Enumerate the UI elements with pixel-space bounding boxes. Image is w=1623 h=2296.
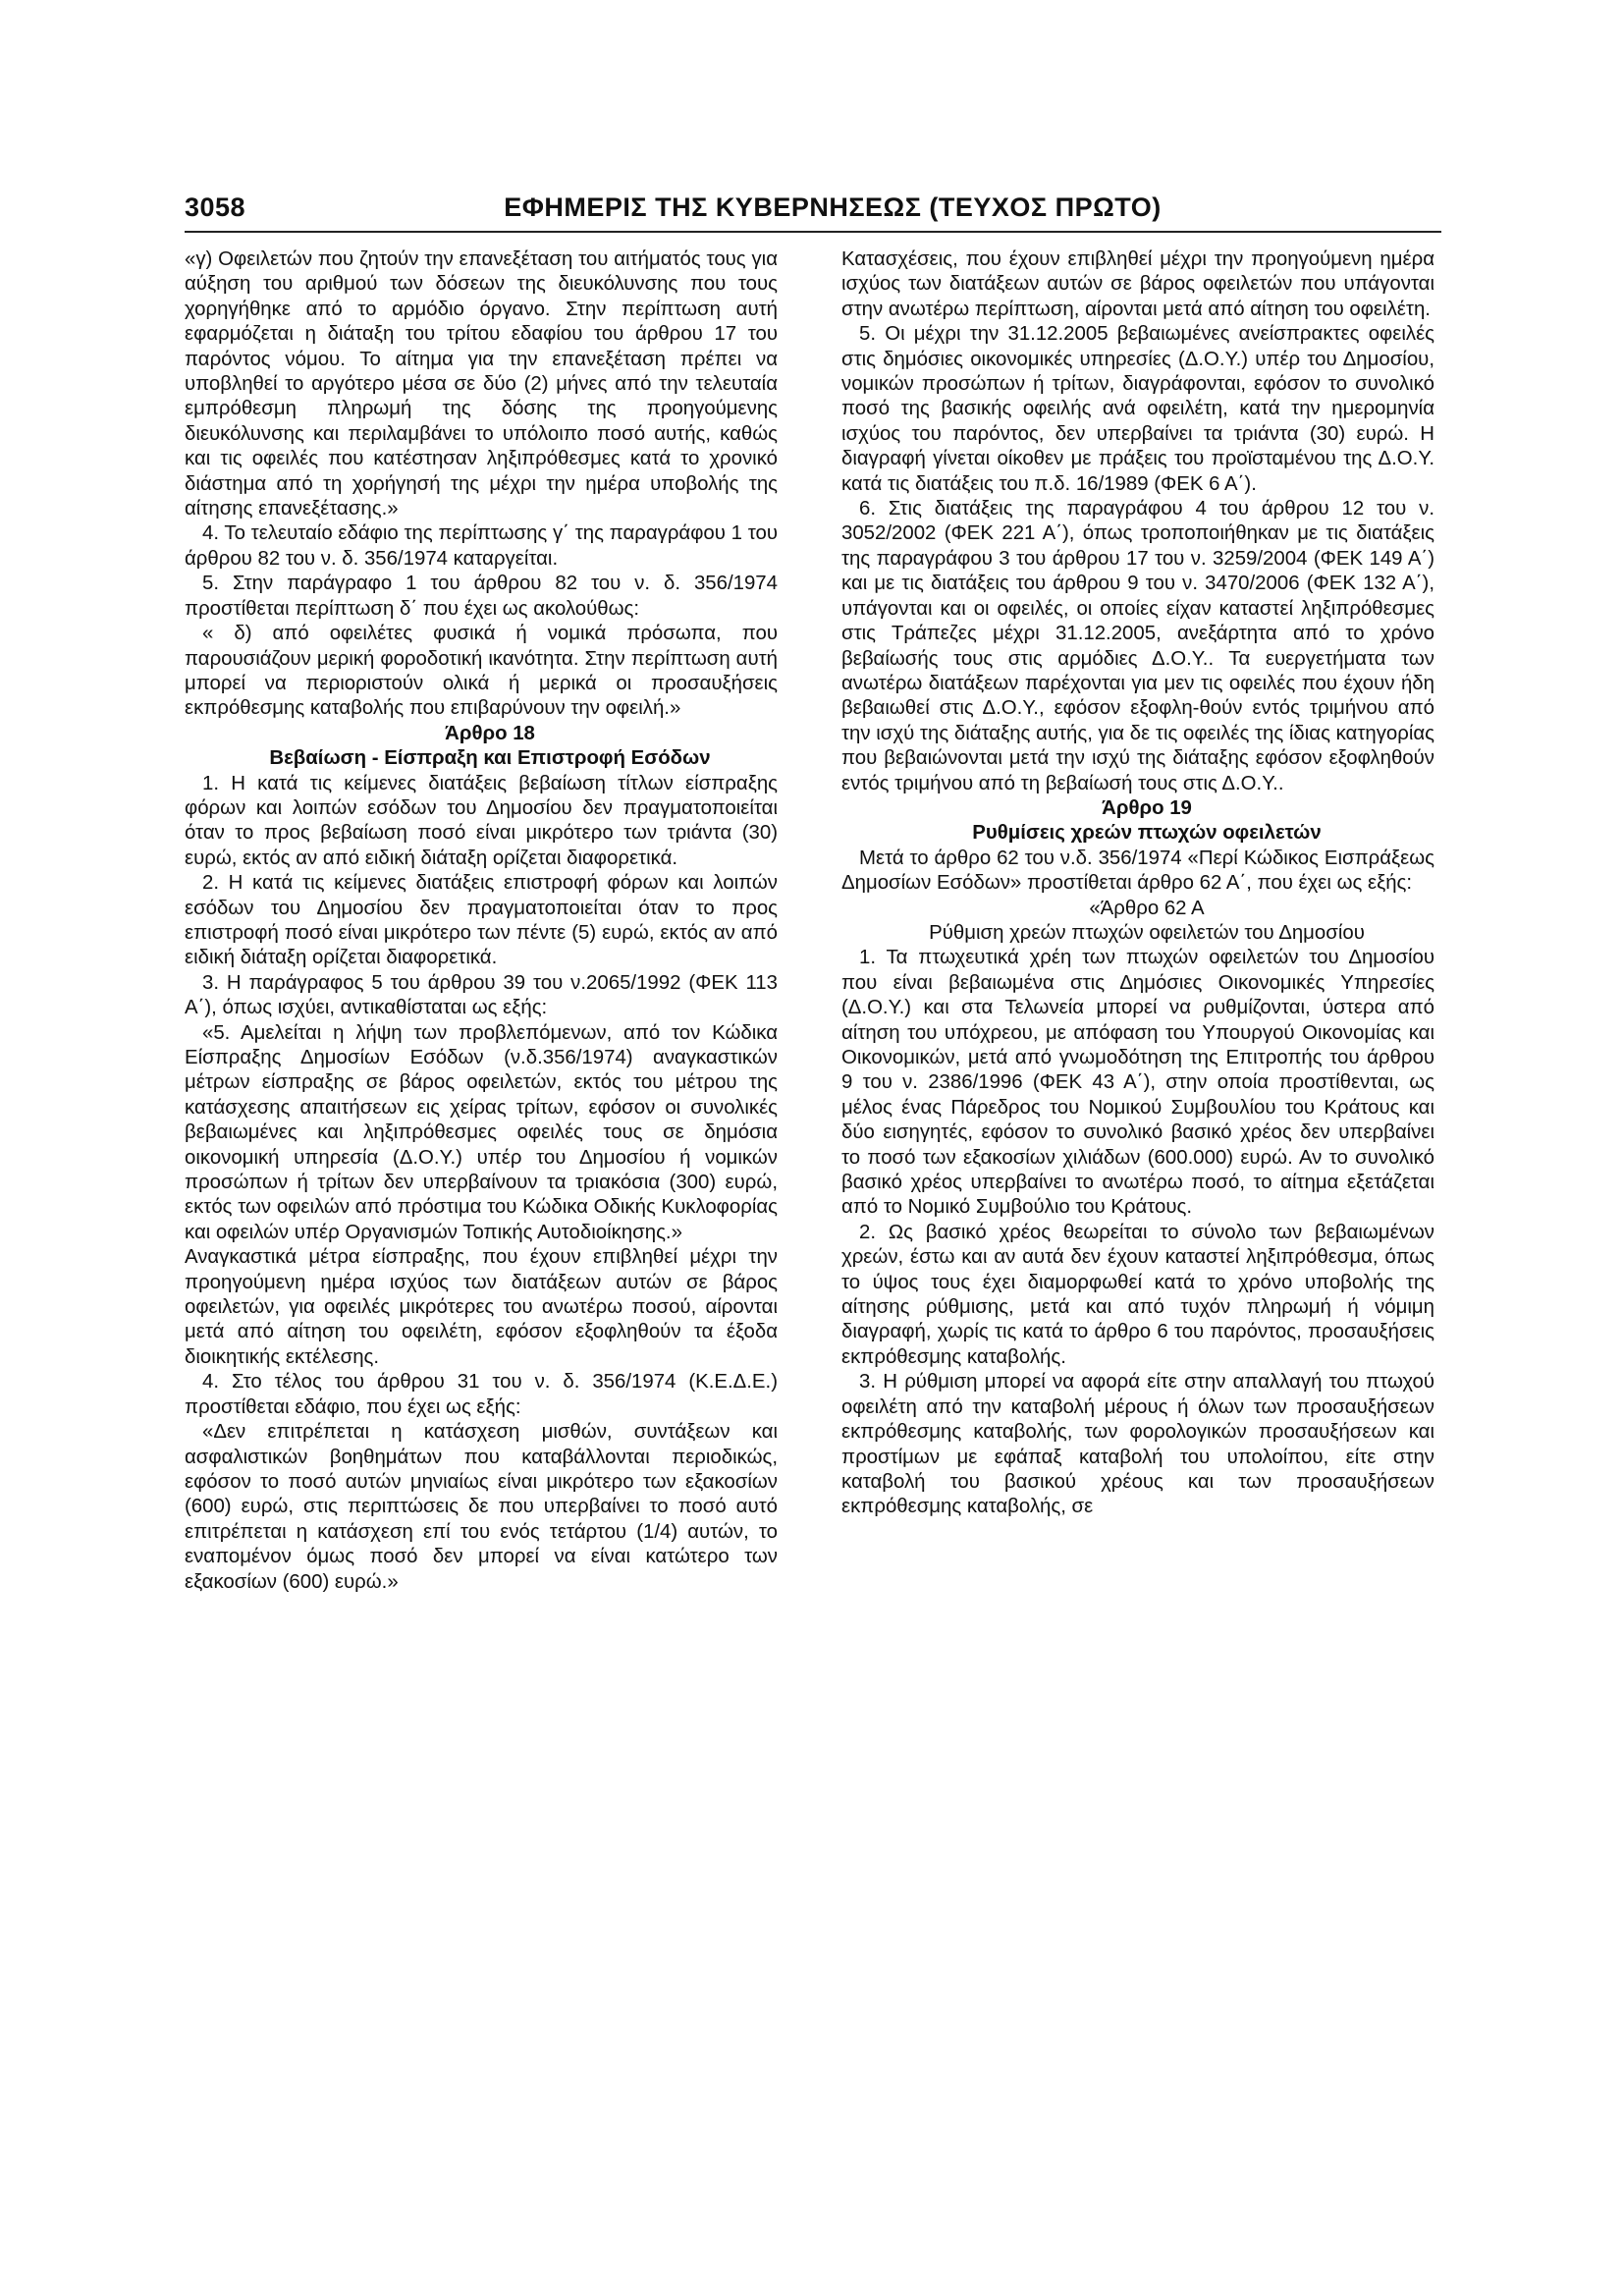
paragraph: 2. Η κατά τις κείμενες διατάξεις επιστροφή φόρων και λοιπών εσόδων του Δημοσίου δεν πραγματοποιείται όταν το προς επιστροφή ποσό είναι μικρότερο των πέντε (5) ευρώ, εκτός αν από ειδική διάταξη ορίζεται διαφορετικά. bbox=[185, 872, 778, 969]
right-column bbox=[841, 247, 1434, 2270]
sub-article-title: Ρύθμιση χρεών πτωχών οφειλετών του Δημοσίου bbox=[929, 921, 1365, 944]
article-title: Ρυθμίσεις χρεών πτωχών οφειλετών bbox=[972, 822, 1322, 845]
paragraph: 3. Η ρύθμιση μπορεί να αφορά είτε στην απαλλαγή του πτωχού οφειλέτη από την καταβολή μέρους ή όλων των προσαυξήσεων εκπρόθεσμης καταβολής, των φορολογικών προσαυξήσεων και προστίμων με εφάπαξ καταβολή του υπολοίπου, είτε στην καταβολή του βασικού χρέους και των προσαυξήσεων εκπρόθεσμης καταβολής, σε bbox=[841, 1371, 1434, 1518]
paragraph: «γ) Οφειλετών που ζητούν την επανεξέταση του αιτήματός τους για αύξηση του αριθμού των δόσεων της διευκόλυνσης που τους χορηγήθηκε από το αρμόδιο όργανο. Στην περίπτωση αυτή εφαρμόζεται η διάταξη του τρίτου εδαφίου του άρθρου 17 του παρόντος νόμου. Το αίτημα για την επανεξέταση πρέπει να υποβληθεί το αργότερο μέσα σε δύο (2) μήνες από την τελευταία εμπρόθεσμη πληρωμή της δόσης της προηγούμενης διευκόλυνσης και περιλαμβάνει το υπόλοιπο ποσό αυτής, καθώς και τις οφειλές που κατέστησαν ληξιπρόθεσμες κατά το χρονικό διάστημα από τη χορήγησή της μέχρι την ημέρα υποβολής της αίτησης επανεξέτασης.» bbox=[185, 248, 778, 520]
paragraph: «5. Αμελείται η λήψη των προβλεπόμενων, από τον Κώδικα Είσπραξης Δημοσίων Εσόδων (ν.δ.356/1974) αναγκαστικών μέτρων είσπραξης σε βάρος οφειλετών, εκτός του μέτρου της κατάσχεσης απαιτήσεων εις χείρας τρίτων, εφόσον οι συνολικές βεβαιωμένες και ληξιπρόθεσμες οφειλές τους σε δημόσια οικονομική υπηρεσία (Δ.Ο.Υ.) υπέρ του Δημοσίου ή νομικών προσώπων ή τρίτων δεν υπερβαίνουν τα τριακόσια (300) ευρώ, εκτός των οφειλών από πρόστιμα του Κώδικα Οδικής Κυκλοφορίας και οφειλών υπέρ Οργανισμών Τοπικής Αυτοδιοίκησης.» bbox=[185, 1021, 778, 1243]
article-number: Άρθρο 19 bbox=[1102, 796, 1192, 819]
header-rule bbox=[185, 231, 1441, 233]
running-title: ΕΦΗΜΕΡΙΣ ΤΗΣ ΚΥΒΕΡΝΗΣΕΩΣ (ΤΕΥΧΟΣ ΠΡΩΤΟ) bbox=[504, 192, 1162, 222]
paragraph: 6. Στις διατάξεις της παραγράφου 4 του άρθρου 12 του ν. 3052/2002 (ΦΕΚ 221 Α΄), όπως τροποποιήθηκαν με τις διατάξεις της παραγράφου 3 του άρθρου 17 του ν. 3259/2004 (ΦΕΚ 149 Α΄) και με τις διατάξεις του άρθρου 9 του ν. 3470/2006 (ΦΕΚ 132 Α΄), υπάγονται και οι οφειλές, οι οποίες είχαν καταστεί ληξιπρόθεσμες στις Τράπεζες μέχρι 31.12.2005, ανεξάρτητα από το χρόνο βεβαίωσής τους στις αρμόδιες Δ.Ο.Υ.. Τα ευεργετήματα των ανωτέρω διατάξεων παρέχονται για μεν τις οφειλές που έχουν ήδη βεβαιωθεί στις Δ.Ο.Υ., εφόσον εξοφλη-θούν εντός τριμήνου από την ισχύ της διάταξης αυτής, για δε τις οφειλές της ίδιας κατηγορίας που βεβαιώνονται μετά την ισχύ της διάταξης εφόσον εξοφληθούν εντός τριμήνου από τη βεβαίωσή τους στις Δ.Ο.Υ.. bbox=[841, 498, 1434, 794]
left-column bbox=[185, 247, 778, 2270]
paragraph: 5. Οι μέχρι την 31.12.2005 βεβαιωμένες ανείσπρακτες οφειλές στις δημόσιες οικονομικές υπηρεσίες (Δ.Ο.Υ.) υπέρ του Δημοσίου, νομικών προσώπων ή τρίτων, διαγράφονται, εφόσον το συνολικό ποσό της βασικής οφειλής ανά οφειλέτη, κατά την ημερομηνία ισχύος του παρόντος, δεν υπερβαίνει τα τριάντα (30) ευρώ. Η διαγραφή γίνεται οίκοθεν με πράξεις του προϊσταμένου της Δ.Ο.Υ. κατά τις διατάξεις του π.δ. 16/1989 (ΦΕΚ 6 Α΄). bbox=[841, 323, 1434, 495]
paragraph: « δ) από οφειλέτες φυσικά ή νομικά πρόσωπα, που παρουσιάζουν μερική φοροδοτική ικανότητα. Στην περίπτωση αυτή μπορεί να περιοριστούν ολικά ή μερικά οι προσαυξήσεις εκπρόθεσμης καταβολής που επιβαρύνουν την οφειλή.» bbox=[185, 623, 778, 720]
paragraph: Αναγκαστικά μέτρα είσπραξης, που έχουν επιβληθεί μέχρι την προηγούμενη ημέρα ισχύος των διατάξεων αυτών σε βάρος οφειλετών, για οφειλές μικρότερες του ανωτέρω ποσού, αίρονται μετά από αίτηση του οφειλέτη, εφόσον εξοφληθούν τα έξοδα διοικητικής εκτέλεσης. bbox=[185, 1246, 778, 1368]
paragraph: Μετά το άρθρο 62 του ν.δ. 356/1974 «Περί Κώδικος Εισπράξεως Δημοσίων Εσόδων» προστίθεται άρθρο 62 Α΄, που έχει ως εξής: bbox=[841, 847, 1434, 895]
paragraph: «Δεν επιτρέπεται η κατάσχεση μισθών, συντάξεων και ασφαλιστικών βοηθημάτων που καταβάλλονται περιοδικώς, εφόσον το ποσό αυτών μηνιαίως είναι μικρότερο των εξακοσίων (600) ευρώ, στις περιπτώσεις δε που υπερβαίνει το ποσό αυτό επιτρέπεται η κατάσχεση επί του ενός τετάρτου (1/4) αυτών, το εναπομένον όμως ποσό δεν μπορεί να είναι κατώτερο των εξακοσίων (600) ευρώ.» bbox=[185, 1421, 778, 1593]
article-title: Βεβαίωση - Είσπραξη και Επιστροφή Εσόδων bbox=[269, 747, 711, 770]
article-number: Άρθρο 18 bbox=[445, 722, 535, 744]
paragraph: 4. Στο τέλος του άρθρου 31 του ν. δ. 356/1974 (Κ.Ε.Δ.Ε.) προστίθεται εδάφιο, που έχει ως εξής: bbox=[185, 1371, 778, 1418]
paragraph: 5. Στην παράγραφο 1 του άρθρου 82 του ν. δ. 356/1974 προστίθεται περίπτωση δ΄ που έχει ως ακολούθως: bbox=[185, 573, 778, 620]
paragraph: 1. Η κατά τις κείμενες διατάξεις βεβαίωση τίτλων είσπραξης φόρων και λοιπών εσόδων του Δημοσίου δεν πραγματοποιείται όταν το προς βεβαίωση ποσό είναι μικρότερο των τριάντα (30) ευρώ, εκτός αν από ειδική διάταξη ορίζεται διαφορετικά. bbox=[185, 772, 778, 869]
paragraph: Κατασχέσεις, που έχουν επιβληθεί μέχρι την προηγούμενη ημέρα ισχύος των διατάξεων αυτών σε βάρος οφειλετών που υπάγονται στην ανωτέρω περίπτωση, αίρονται μετά από αίτηση του οφειλέτη. bbox=[841, 248, 1434, 320]
paragraph: 3. Η παράγραφος 5 του άρθρου 39 του ν.2065/1992 (ΦΕΚ 113 Α΄), όπως ισχύει, αντικαθίσταται ως εξής: bbox=[185, 971, 778, 1019]
page-header bbox=[185, 192, 1441, 232]
page-number: 3058 bbox=[185, 192, 246, 222]
paragraph: 1. Τα πτωχευτικά χρέη των πτωχών οφειλετών του Δημοσίου που είναι βεβαιωμένα στις Δημόσιες Οικονομικές Υπηρεσίες (Δ.Ο.Υ.) και στα Τελωνεία μπορεί να ρυθμίζονται, ύστερα από αίτηση του υπόχρεου, με απόφαση του Υπουργού Οικονομίας και Οικονομικών, μετά από γνωμοδότηση της Επιτροπής του άρθρου 9 του ν. 2386/1996 (ΦΕΚ 43 Α΄), στην οποία προστίθενται, ως μέλος ένας Πάρεδρος του Νομικού Συμβουλίου του Κράτους και δύο εισηγητές, εφόσον το συνολικό βασικό χρέος δεν υπερβαίνει το ποσό των εξακοσίων χιλιάδων (600.000) ευρώ. Αν το συνολικό βασικό χρέος υπερβαίνει το ανωτέρω ποσό, το αίτημα εξετάζεται από το Νομικό Συμβούλιο του Κράτους. bbox=[841, 947, 1434, 1219]
paragraph: 4. Το τελευταίο εδάφιο της περίπτωσης γ΄ της παραγράφου 1 του άρθρου 82 του ν. δ. 356/1974 καταργείται. bbox=[185, 522, 778, 570]
paragraph: 2. Ως βασικό χρέος θεωρείται το σύνολο των βεβαιωμένων χρεών, έστω και αν αυτά δεν έχουν καταστεί ληξιπρόθεσμα, όπως το ύψος τους έχει διαμορφωθεί κατά το χρόνο υποβολής της αίτησης ρύθμισης, μετά και από τυχόν πληρωμή ή νόμιμη διαγραφή, χωρίς τις κατά το άρθρο 6 του παρόντος, προσαυξήσεις εκπρόθεσμης καταβολής. bbox=[841, 1221, 1434, 1368]
sub-article-number: «Άρθρο 62 Α bbox=[1089, 897, 1205, 919]
